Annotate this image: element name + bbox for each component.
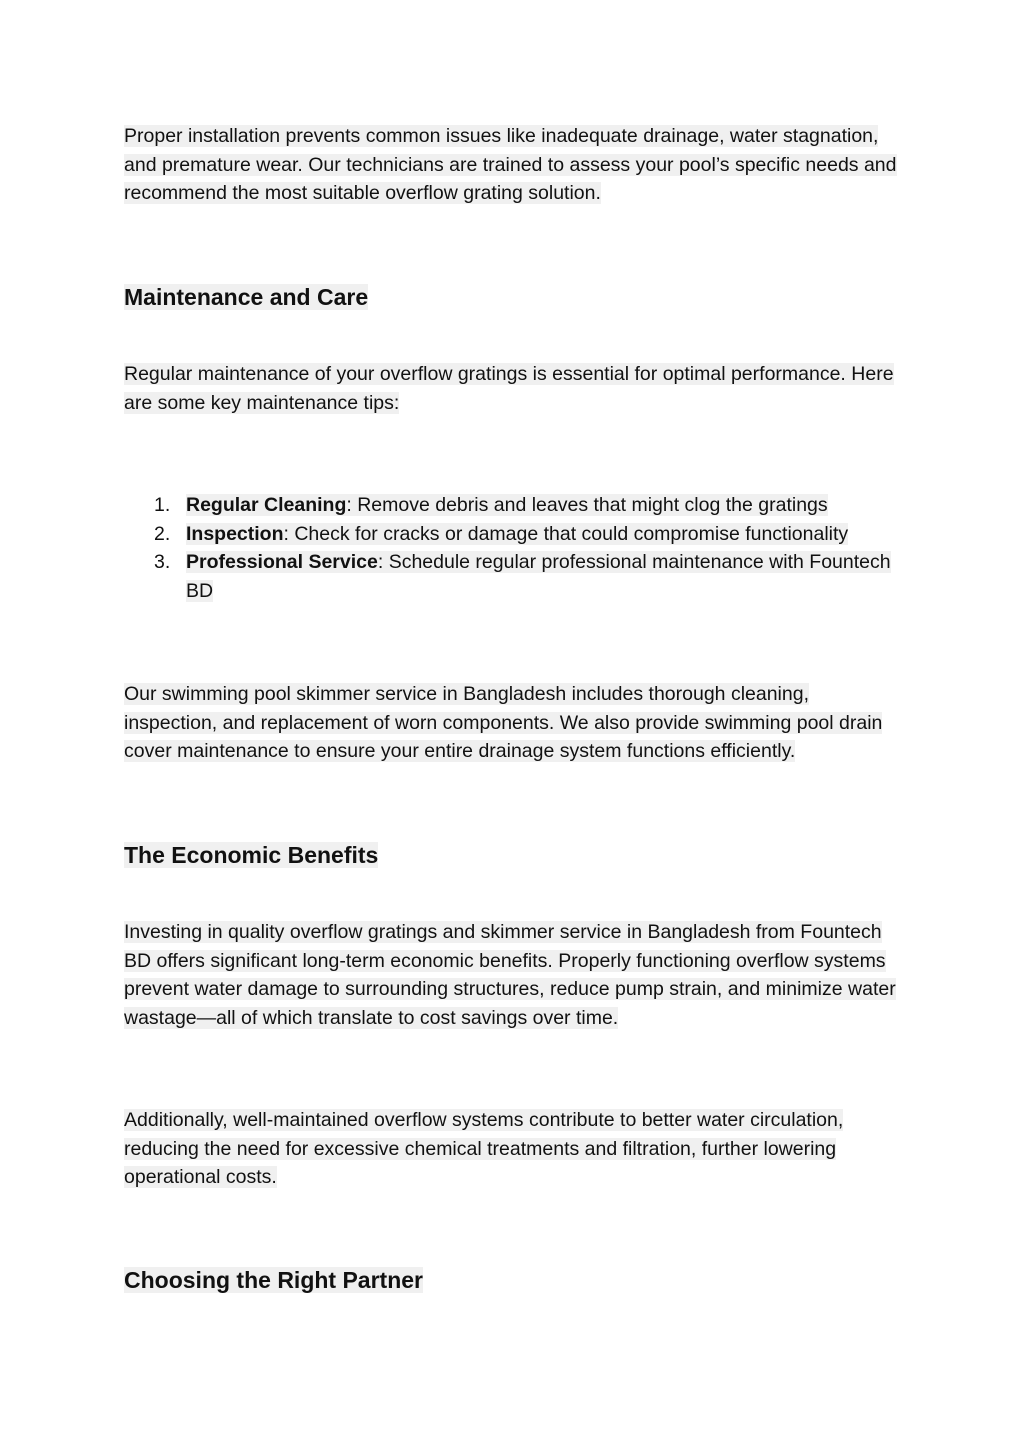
list-item-content	[186, 551, 891, 602]
document-page	[124, 0, 904, 1446]
list-item-text: : Check for cracks or damage that could compromise functionality	[283, 522, 849, 545]
partner-heading	[124, 1264, 423, 1296]
maintenance-heading	[124, 281, 368, 313]
skimmer-service-text: Our swimming pool skimmer service in Bangladesh includes thorough cleaning, inspection, and replacement of worn components. We also provide swimming pool drain cover maintenance to ensure your entire drainage system functions efficiently.	[124, 683, 883, 762]
economic-text-1: Investing in quality overflow gratings and skimmer service in Bangladesh from Fountech BD offers significant long-term economic benefits. Properly functioning overflow systems prevent water damage to surrounding structures, reduce pump strain, and minimize water wastage—all of which translate to cost savings over time.	[124, 921, 896, 1029]
list-item	[124, 520, 904, 549]
list-item-title: Inspection	[186, 522, 284, 545]
maintenance-intro-text: Regular maintenance of your overflow gratings is essential for optimal performance. Here are some key maintenance tips:	[124, 363, 894, 414]
list-item-title: Professional Service	[186, 551, 378, 573]
list-item-content	[186, 494, 828, 516]
economic-paragraph-2	[124, 1106, 904, 1192]
skimmer-service-paragraph	[124, 680, 904, 766]
economic-paragraph-1	[124, 918, 904, 1032]
maintenance-tips-list	[124, 491, 904, 605]
list-item-text: : Remove debris and leaves that might clog the gratings	[346, 494, 828, 516]
list-item	[124, 548, 904, 605]
economic-text-2: Additionally, well-maintained overflow systems contribute to better water circulation, reducing the need for excessive chemical treatments and filtration, further lowering operational costs.	[124, 1109, 844, 1188]
partner-heading-text: Choosing the Right Partner	[124, 1267, 423, 1293]
list-item	[124, 491, 904, 520]
list-item-content	[186, 523, 848, 545]
intro-text: Proper installation prevents common issues like inadequate drainage, water stagnation, and premature wear. Our technicians are trained to assess your pool’s specific needs and recommend the most suitable overflow grating solution.	[124, 125, 897, 204]
list-item-number: 1.	[154, 494, 171, 516]
economic-heading-text: The Economic Benefits	[124, 842, 379, 868]
list-item-text: : Schedule regular professional maintenance with Fountech BD	[186, 551, 891, 602]
list-item-title: Regular Cleaning	[186, 494, 347, 516]
intro-paragraph	[124, 122, 904, 208]
list-item-number: 2.	[154, 522, 171, 545]
maintenance-intro-paragraph	[124, 360, 904, 417]
economic-heading	[124, 839, 378, 871]
list-item-number: 3.	[154, 551, 171, 573]
maintenance-heading-text: Maintenance and Care	[124, 284, 369, 310]
